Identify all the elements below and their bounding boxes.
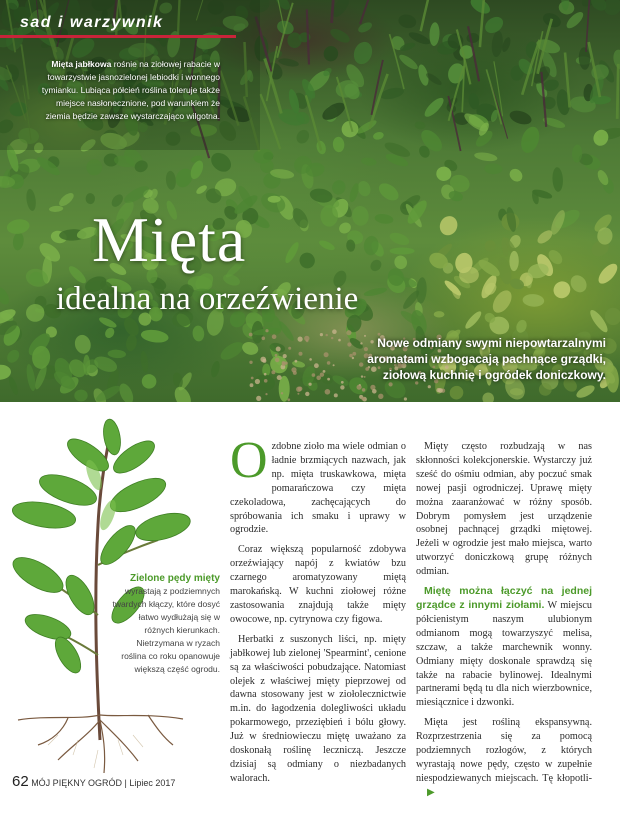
article-subhead: Miętę można łączyć na jednej grządce z innymi ziołami. bbox=[416, 585, 592, 611]
page-footer bbox=[12, 773, 175, 790]
article-paragraph-1 bbox=[230, 432, 406, 537]
intro-text: rośnie na ziołowej rabacie w towarzystwie jasnozielonej lebiodki i wonnego tymianku. Lubiąca półcień roślina toleruje także miejsce nasłonecznione, pod warunkiem że ziemia będzie zawsze wystarczająco wilgotna. bbox=[41, 59, 220, 121]
article-paragraph-6 bbox=[416, 716, 592, 799]
hero-photo bbox=[0, 0, 620, 402]
continue-arrow-icon: ▶ bbox=[427, 786, 435, 798]
section-rubric: sad i warzywnik bbox=[20, 14, 164, 31]
article-column-2 bbox=[416, 440, 592, 806]
paragraph-1-text: zdobne zioło ma wiele odmian o ładnie brzmiących nazwach, jak np. mięta truskawkowa, mięta pomarańczowa czy mięta czekoladowa, zachęcających do spróbowania ich smaku i uprawy w ogrodzie. bbox=[230, 441, 406, 536]
article-paragraph-4: Mięty często rozbudzają w nas skłonności kolekcjonerskie. Wystarczy już sześć do ośmiu odmian, aby poczuć smak nowej pasji ogrodniczej. Uprawę mięty można zaaranżować w różny sposób. Dobrym pomysłem jest urządzenie osobnej pachnącej grządki miętowej. Jeżeli w ogrodzie jest mało miejsca, warto utworzyć doniczkową grupę różnych odmian. bbox=[416, 441, 592, 578]
magazine-issue: MÓJ PIĘKNY OGRÓD | Lipiec 2017 bbox=[28, 778, 176, 788]
article-paragraph-3: Herbatki z suszonych liści, np. mięty jabłkowej lub zielonej 'Spearmint', cenione są za właściwości pobudzające. Natomiast olejek z właściwej mięty pieprzowej od dawna stosowany jest w ziołolecznictwie m.in. do łagodzenia dolegliwości układu pokarmowego, przeziębień i bólu głowy. Już w średniowieczu miętę uważano za doskonałą roślinę leczniczą. Jeszcze dzisiaj są odmiany o niezbadanych walorach. bbox=[230, 633, 406, 784]
image-caption bbox=[112, 572, 220, 676]
page-subtitle: idealna na orzeźwienie bbox=[56, 281, 359, 317]
lead-paragraph: Nowe odmiany swymi niepowtarzalnymi aromatami wzbogacają pachnące grządki, ziołową kuchnię i ogródek doniczkowy. bbox=[367, 336, 606, 382]
paragraph-5-text: W miejscu półcienistym naszym ulubionym odmianom mogą towarzyszyć melisa, szczaw, a także marchewnik wonny. Odmiany mięty doskonale sprawdzą się także na rabacie bylinowej. Idealnymi partnerami będą tu dla nich wierzbownice, miesiącznice i dzwonki. bbox=[416, 599, 593, 709]
drop-cap: O bbox=[230, 432, 268, 489]
paragraph-6-text: Mięta jest rośliną ekspansywną. Rozprzestrzenia się za pomocą podziemnych rozłogów, z których wyrastają nowe pędy, często w zupełnie niespodziewanych miejscach. Tę kłopotli- bbox=[416, 717, 592, 784]
page-number: 62 bbox=[12, 773, 29, 790]
article-column-1 bbox=[230, 432, 406, 792]
article-paragraph-5 bbox=[416, 585, 592, 710]
photo-intro bbox=[40, 58, 220, 123]
rubric-underline bbox=[0, 35, 236, 38]
article-paragraph-2: Coraz większą popularność zdobywa orzeźwiający napój z kwiatów bzu czarnego aromatyzowany miętą marokańską. W kuchni ziołowej różne zastosowania znajdują także mięty owocowe, np. cytrynowa czy figowa. bbox=[230, 544, 406, 625]
caption-text: wyrastają z podziemnych twardych kłączy, które dosyć łatwo wydłużają się w różnych kierunkach. Nietrzymana w ryzach roślina co roku opanowuje większą część ogrodu. bbox=[112, 586, 220, 674]
caption-highlight: Zielone pędy mięty bbox=[129, 573, 220, 584]
intro-plant-name: Mięta jabłkowa bbox=[51, 59, 112, 69]
page-title: Mięta bbox=[92, 204, 247, 275]
